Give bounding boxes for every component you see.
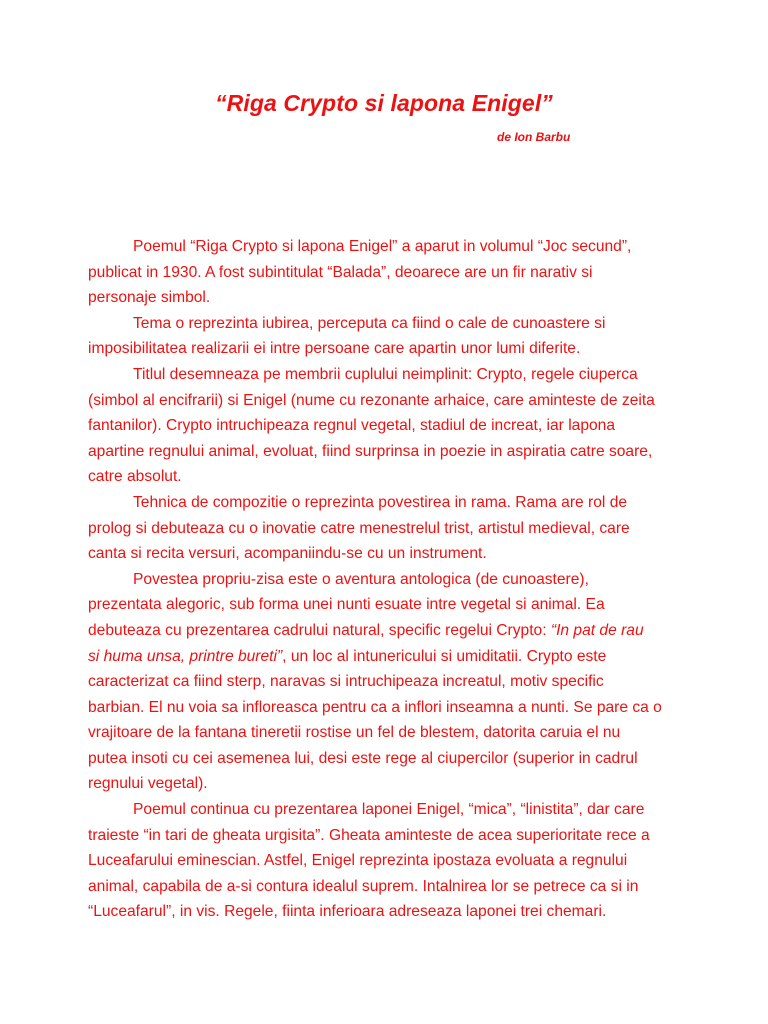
text-line (88, 899, 688, 925)
text-line (88, 823, 688, 849)
quoted-verse: “In pat de rau (550, 621, 644, 639)
line-text: (simbol al encifrarii) si Enigel (nume cu rezonante arhaice, care aminteste de zeita (88, 391, 655, 409)
text-line (88, 234, 688, 260)
text-line (88, 695, 688, 721)
text-line (88, 592, 688, 618)
quoted-verse: si huma unsa, printre bureti” (88, 647, 283, 665)
text-line (88, 848, 688, 874)
line-text: imposibilitatea realizarii ei intre persoane care apartin unor lumi diferite. (88, 340, 581, 358)
line-text: animal, capabila de a-si contura idealul suprem. Intalnirea lor se petrece ca si in (88, 877, 639, 895)
text-line (88, 490, 688, 516)
line-text: fantanilor). Crypto intruchipeaza regnul vegetal, stadiul de increat, iar lapona (88, 417, 616, 435)
text-line (88, 439, 688, 465)
line-text: Luceafarului eminescian. Astfel, Enigel reprezinta ipostaza evoluata a regnului (88, 852, 628, 870)
line-text: “Luceafarul”, in vis. Regele, fiinta inferioara adreseaza laponei trei chemari. (88, 903, 607, 921)
text-line (88, 771, 688, 797)
text-line (88, 618, 688, 644)
text-line (88, 362, 688, 388)
line-text: regnului vegetal). (88, 775, 208, 793)
text-line (88, 311, 688, 337)
line-text: traieste “in tari de gheata urgisita”. Gheata aminteste de acea superioritate rece a (88, 826, 650, 844)
line-text: , un loc al intunericului si umiditatii. Crypto este (282, 647, 607, 665)
line-text: apartine regnului animal, evoluat, fiind surprinsa in poezie in aspiratia catre soare, (88, 442, 653, 460)
line-text: Povestea propriu-zisa este o aventura antologica (de cunoastere), (133, 570, 589, 588)
text-line (88, 644, 688, 670)
text-line (88, 260, 688, 286)
line-text: caracterizat ca fiind sterp, naravas si intruchipeaza increatul, motiv specific (88, 673, 604, 691)
line-text: prezentata alegoric, sub forma unei nunti esuate intre vegetal si animal. Ea (88, 596, 605, 614)
line-text: Poemul continua cu prezentarea laponei Enigel, “mica”, “linistita”, dar care (133, 801, 645, 819)
text-line (88, 669, 688, 695)
text-line (88, 541, 688, 567)
line-text: barbian. El nu voia sa infloreasca pentru ca a inflori inseamna a nunti. Se pare ca o (88, 698, 662, 716)
text-line (88, 720, 688, 746)
text-line (88, 336, 688, 362)
text-line (88, 388, 688, 414)
text-line (88, 746, 688, 772)
line-text: canta si recita versuri, acompaniindu-se cu un instrument. (88, 545, 487, 563)
document-title: “Riga Crypto si lapona Enigel” (215, 90, 553, 116)
text-line (88, 464, 688, 490)
text-line (88, 797, 688, 823)
document-body (88, 234, 688, 925)
text-line (88, 516, 688, 542)
text-line (88, 285, 688, 311)
text-line (88, 413, 688, 439)
line-text: vrajitoare de la fantana tineretii rostise un fel de blestem, datorita caruia el nu (88, 724, 621, 742)
line-text: Titlul desemneaza pe membrii cuplului neimplinit: Crypto, regele ciuperca (133, 365, 638, 383)
line-text: publicat in 1930. A fost subintitulat “Balada”, deoarece are un fir narativ si (88, 263, 593, 281)
text-line (88, 567, 688, 593)
line-text: Poemul “Riga Crypto si lapona Enigel” a aparut in volumul “Joc secund”, (133, 238, 632, 255)
line-text: Tehnica de compozitie o reprezinta povestirea in rama. Rama are rol de (133, 493, 628, 511)
line-text: personaje simbol. (88, 289, 211, 307)
line-text: putea insoti cu cei asemenea lui, desi este rege al ciupercilor (superior in cadrul (88, 749, 638, 767)
document-author: de Ion Barbu (497, 130, 571, 144)
line-text: debuteaza cu prezentarea cadrului natural, specific regelui Crypto: (88, 621, 551, 639)
text-line (88, 874, 688, 900)
line-text: prolog si debuteaza cu o inovatie catre menestrelul trist, artistul medieval, care (88, 519, 630, 537)
line-text: catre absolut. (88, 468, 182, 486)
line-text: Tema o reprezinta iubirea, perceputa ca fiind o cale de cunoastere si (133, 314, 606, 332)
